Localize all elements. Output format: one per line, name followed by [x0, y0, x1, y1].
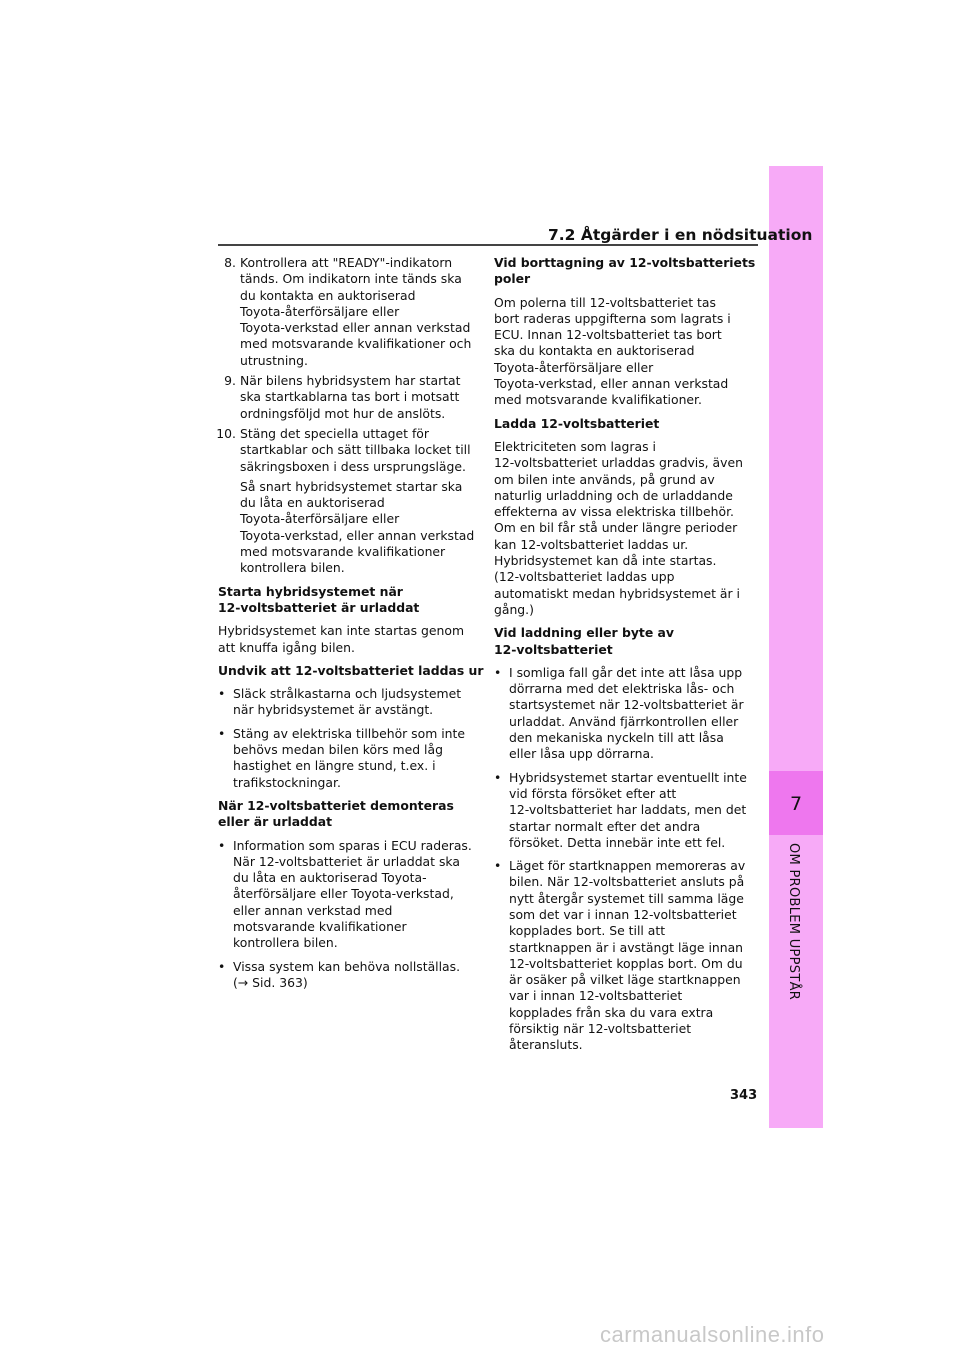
step-10-text [240, 425, 471, 475]
text-line: Om en bil får stå under längre perioder [494, 520, 738, 536]
text-line: effekterna av vissa elektriska tillbehör. [494, 504, 734, 520]
bullet-glyph: • [494, 858, 502, 874]
step-8-text [240, 255, 472, 369]
heading-terminal-removal [494, 255, 756, 288]
text-line: hastighet en längre stund, t.ex. i [233, 758, 436, 774]
text-line: försiktig när 12-voltsbatteriet [509, 1021, 692, 1037]
step-9-text [240, 373, 468, 422]
text-line: (12-voltsbatteriet laddas upp [494, 569, 675, 585]
heading-charging-replacing [494, 625, 756, 658]
text-line: Kontrollera att "READY"-indikatorn [240, 255, 453, 270]
text-line: dörrarna med det elektriska lås- och [509, 681, 735, 697]
chapter-label: OM PROBLEM UPPSTÅR [786, 843, 801, 1001]
text-line: den mekaniska nyckeln till att låsa [509, 730, 724, 746]
bullet-glyph: • [218, 958, 226, 974]
watermark: carmanualsonline.info [600, 1322, 825, 1347]
right-column [494, 255, 756, 1061]
text-line: behövs medan bilen körs med låg [233, 742, 443, 758]
page-number: 343 [730, 1088, 758, 1103]
text-line: du låta en auktoriserad Toyota- [233, 870, 427, 886]
text-line: eller är urladdat [218, 814, 333, 830]
text-line: Toyota-verkstad, eller annan verkstad [494, 376, 729, 392]
bullet-glyph: • [218, 837, 226, 853]
text-line: 12-voltsbatteriet är urladdat [218, 599, 420, 615]
text-line: startkablar och sätt tillbaka locket till [240, 442, 471, 458]
text-line: Vid laddning eller byte av [494, 625, 674, 641]
bullet-glyph: • [218, 686, 226, 702]
text-line: säkringsboxen i dess ursprungsläge. [240, 458, 466, 474]
text-line: trafikstockningar. [233, 774, 341, 790]
bullet-text [509, 770, 756, 851]
text-line: urladdat. Använd fjärrkontrollen eller [509, 713, 739, 729]
text-line: gång.) [494, 601, 534, 617]
step-10 [216, 425, 471, 475]
text-line: när hybridsystemet är avstängt. [233, 702, 434, 718]
heading-charge-battery [494, 416, 756, 432]
bullet-text [509, 858, 756, 1054]
text-line: Vid borttagning av 12-voltsbatteriets [494, 255, 756, 270]
text-line: bort raderas uppgifterna som lagrats i [494, 310, 731, 326]
text-line: Toyota-återförsäljare eller [240, 303, 400, 319]
text-line: med motsvarande kvalifikationer [240, 544, 446, 560]
text-line: som det var i innan 12-voltsbatteriet [509, 906, 737, 922]
bullet-text [509, 665, 756, 763]
text-line: 12-voltsbatteriet [494, 641, 613, 657]
text-line: vid första försöket efter att [509, 785, 677, 801]
text-line: När 12-voltsbatteriet demonteras [218, 797, 454, 813]
bullet-text [233, 959, 468, 992]
text-line: bilen. När 12-voltsbatteriet ansluts på [509, 874, 745, 890]
text-line: kontrollera bilen. [240, 560, 345, 576]
bullet-text [233, 837, 472, 952]
bullet-glyph: • [218, 725, 226, 741]
step-8 [218, 255, 472, 369]
text-line: Vissa system kan behöva nollställas. [233, 958, 461, 974]
text-line: ska du kontakta en auktoriserad [494, 343, 695, 359]
text-line: eller låsa upp dörrarna. [509, 746, 654, 762]
heading-avoid-discharge [218, 662, 484, 679]
text-line: (→ Sid. 363) [233, 974, 308, 990]
bullet-item [218, 686, 468, 719]
text-line: kopplades från ska du vara extra [509, 1004, 714, 1020]
text-line: återförsäljare eller Toyota-verkstad, [233, 886, 454, 902]
text-line: kopplades bort. Se till att [509, 923, 666, 939]
text-line: ECU. Innan 12-voltsbatteriet tas bort [494, 327, 722, 343]
step-10-note [218, 478, 475, 577]
text-line: Släck strålkastarna och ljudsystemet [233, 686, 462, 702]
text-line: Hybridsystemet kan inte startas genom [218, 623, 465, 639]
text-line: du låta en auktoriserad [240, 495, 385, 511]
text-line: naturlig urladdning och de urladdande [494, 487, 733, 503]
text-line: poler [494, 271, 531, 287]
text-line: I somliga fall går det inte att låsa upp [509, 664, 743, 680]
bullet-glyph: • [494, 769, 502, 785]
text-line: utrustning. [240, 352, 308, 368]
step-9 [218, 373, 468, 422]
text-line: Toyota-verkstad, eller annan verkstad [240, 527, 475, 543]
text-line: Så snart hybridsystemet startar ska [240, 478, 463, 494]
text-line: Stäng av elektriska tillbehör som inte [233, 725, 466, 741]
text-line: Starta hybridsystemet när [218, 583, 403, 599]
text-line: med motsvarande kvalifikationer. [494, 392, 702, 408]
text-line: 12-voltsbatteriet kopplas bort. Om du [509, 955, 743, 971]
paragraph-terminal-removal [494, 295, 756, 409]
text-line: 12-voltsbatteriet urladdas gradvis, även [494, 455, 743, 471]
bullet-item [494, 858, 756, 1054]
left-column [216, 255, 484, 998]
section-header: 7.2 Åtgärder i en nödsituation [548, 226, 813, 244]
text-line: startknappen är i avstängt läge innan [509, 939, 744, 955]
text-line: Toyota-återförsäljare eller [494, 359, 654, 375]
bullet-text [233, 726, 468, 791]
paragraph-push-start [218, 623, 468, 656]
text-line: med motsvarande kvalifikationer och [240, 336, 472, 352]
text-line: startsystemet när 12-voltsbatteriet är [509, 697, 744, 713]
chapter-number: 7 [789, 793, 803, 815]
text-line: automatiskt medan hybridsystemet är i [494, 585, 740, 601]
text-line: startar normalt efter det andra [509, 818, 701, 834]
text-line: 12-voltsbatteriet har laddats, men det [509, 802, 747, 818]
text-line: Om polerna till 12-voltsbatteriet tas [494, 294, 716, 310]
text-line: Toyota-verkstad eller annan verkstad [240, 320, 471, 336]
text-line: Hybridsystemet kan då inte startas. [494, 553, 717, 569]
paragraph-charge-battery [494, 439, 756, 618]
text-line: att knuffa igång bilen. [218, 639, 355, 655]
step-number: 10. [216, 425, 236, 441]
heading-battery-removed [218, 798, 468, 831]
text-line: Hybridsystemet startar eventuellt inte [509, 769, 747, 785]
header-divider [218, 244, 758, 246]
text-line: kontrollera bilen. [233, 935, 338, 951]
text-line: återansluts. [509, 1037, 583, 1053]
text-line: När 12-voltsbatteriet är urladdat ska [233, 853, 460, 869]
text-line: När bilens hybridsystem har startat [240, 373, 461, 389]
text-line: motsvarande kvalifikationer [233, 918, 407, 934]
bullet-item [494, 770, 756, 851]
text-line: eller annan verkstad med [233, 902, 393, 918]
text-line: ska startkablarna tas bort i motsatt [240, 389, 460, 405]
heading-start-discharged [218, 584, 468, 617]
bullet-text [233, 686, 468, 719]
text-line: Läget för startknappen memoreras av [509, 858, 746, 874]
text-line: tänds. Om indikatorn inte tänds ska [240, 271, 462, 287]
text-line: är osäker på vilket läge startknappen [509, 972, 741, 988]
text-line: Ladda 12-voltsbatteriet [494, 415, 660, 431]
text-line: Information som sparas i ECU raderas. [233, 837, 472, 853]
text-line: om bilen inte används, på grund av [494, 471, 715, 487]
text-line: var i innan 12-voltsbatteriet [509, 988, 683, 1004]
text-line: Undvik att 12-voltsbatteriet laddas ur [218, 662, 484, 678]
text-line: nytt återgår systemet till samma läge [509, 890, 744, 906]
bullet-item [494, 665, 756, 763]
bullet-item [218, 959, 468, 992]
bullet-item [218, 837, 472, 952]
step-number: 8. [224, 255, 236, 270]
bullet-glyph: • [494, 664, 502, 680]
text-line: kan 12-voltsbatteriet laddas ur. [494, 536, 689, 552]
text-line: försöket. Detta innebär inte ett fel. [509, 834, 726, 850]
text-line: du kontakta en auktoriserad [240, 287, 416, 303]
bullet-item [218, 726, 468, 791]
text-line: Toyota-återförsäljare eller [240, 511, 400, 527]
text-line: Stäng det speciella uttaget för [240, 425, 429, 441]
text-line: ordningsföljd mot hur de anslöts. [240, 405, 446, 421]
text-line: Elektriciteten som lagras i [494, 438, 656, 454]
step-number: 9. [224, 373, 236, 389]
